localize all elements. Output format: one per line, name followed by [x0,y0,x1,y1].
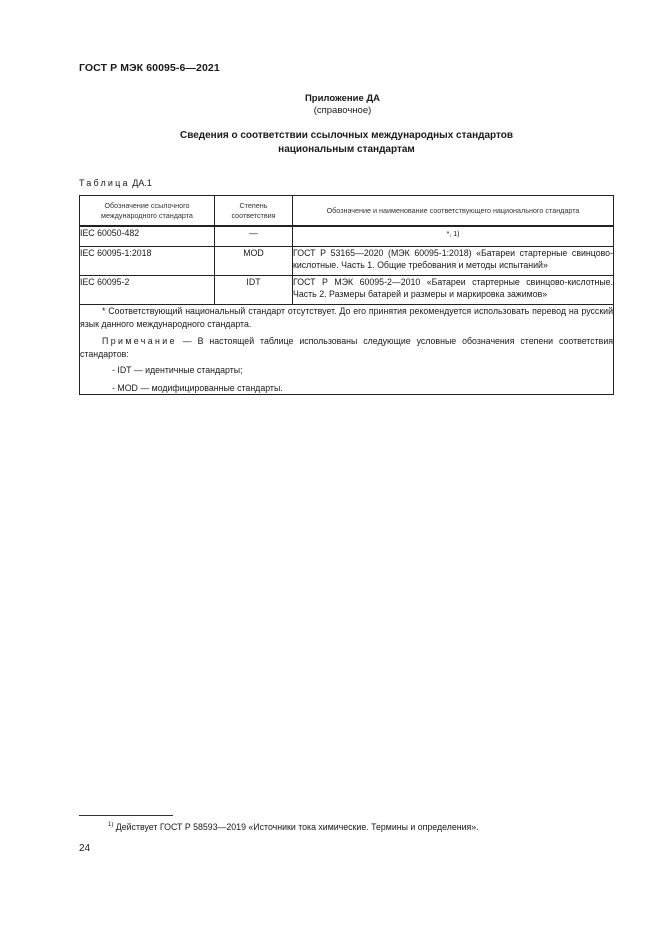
table-note [80,335,613,360]
footnote-marker: 1) [108,822,114,828]
note-label: Примечание [102,336,177,346]
table-row [80,226,614,247]
footnote-text: Действует ГОСТ Р 58593—2019 «Источники тока химические. Термины и определения». [113,822,479,832]
appendix-subtitle: (справочное) [313,105,372,116]
section-title [80,129,613,157]
cell-degree: IDT [215,276,293,305]
cell-degree: MOD [215,247,293,276]
section-title-line-1: Сведения о соответствии ссылочных международных стандартов [179,130,514,141]
appendix-heading [0,93,661,117]
section-title-line-2: национальным стандартам [278,144,415,155]
table-caption [79,178,152,188]
note-text: — В настоящей таблице использованы следующие условные обозначения степени соответствия стандартов: [80,336,613,359]
cell-standard-code: IEC 60095-1:2018 [80,247,215,276]
table-caption-word: Таблица [79,178,130,188]
cell-degree: — [215,226,293,247]
table-row [80,276,614,305]
legend-item-mod: - MOD — модифицированные стандарты. [112,382,283,393]
header-national-standard: Обозначение и наименование соответствующего национального стандарта [293,196,614,227]
table-header-row [80,196,614,227]
standards-table [79,195,614,395]
cell-national-standard: *, 1) [293,226,614,247]
star-footnote: * Соответствующий национальный стандарт отсутствует. До его принятия рекомендуется использовать перевод на русский язык данного международного стандарта. [80,306,613,329]
header-degree: Степень соответствия [215,196,293,227]
page-number: 24 [79,843,91,854]
header-international-standard: Обозначение ссылочного международного стандарта [80,196,215,227]
table-notes [80,305,614,395]
table-row [80,247,614,276]
cell-standard-code: IEC 60095-2 [80,276,215,305]
footnote-divider [79,815,173,816]
legend-item-idt: - IDT — идентичные стандарты; [112,365,243,375]
table-notes-row [80,305,614,395]
cell-national-standard: ГОСТ Р МЭК 60095-2—2010 «Батареи стартерные свинцово-кислотные. Часть 2. Размеры батарей и размеры и маркировка зажимов» [293,276,614,305]
table-caption-id: ДА.1 [132,178,152,188]
cell-standard-code: IEC 60050-482 [80,226,215,247]
cell-national-standard: ГОСТ Р 53165—2020 (МЭК 60095-1:2018) «Батареи стартерные свинцово-кислотные. Часть 1. Общие требования и методы испытаний» [293,247,614,276]
document-code: ГОСТ Р МЭК 60095-6—2021 [79,62,220,74]
appendix-title: Приложение ДА [304,93,381,104]
page-footnote [108,822,479,832]
